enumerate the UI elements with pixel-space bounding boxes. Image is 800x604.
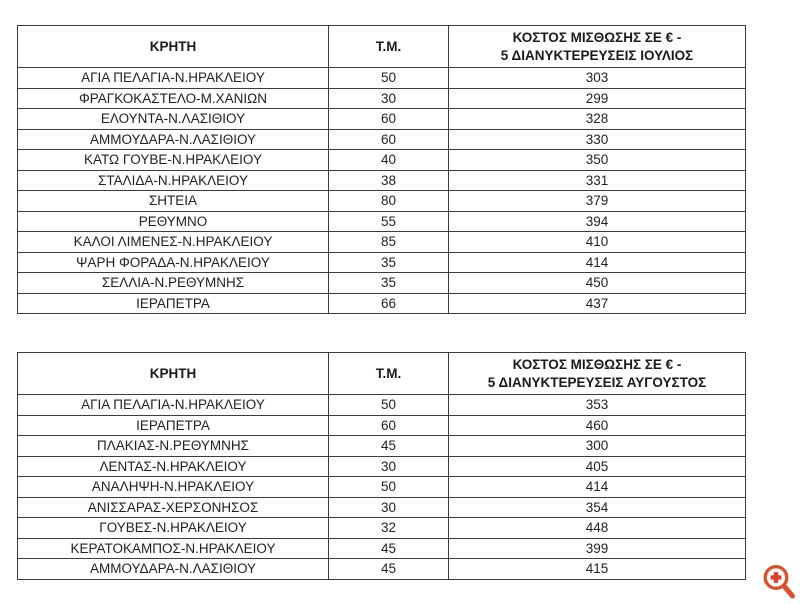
cost-cell: 328 bbox=[449, 109, 746, 130]
sqm-cell: 45 bbox=[329, 559, 449, 580]
column-header-sqm: Τ.Μ. bbox=[329, 353, 449, 395]
cost-cell: 450 bbox=[449, 273, 746, 294]
table-row bbox=[18, 109, 746, 130]
table-row bbox=[18, 395, 746, 416]
location-cell: ΣΕΛΛΙΑ-Ν.ΡΕΘΥΜΝΗΣ bbox=[18, 273, 329, 294]
cost-cell: 330 bbox=[449, 129, 746, 150]
column-header-cost bbox=[449, 26, 746, 68]
table-row bbox=[18, 150, 746, 171]
sqm-cell: 45 bbox=[329, 538, 449, 559]
cost-cell: 414 bbox=[449, 252, 746, 273]
column-header-sqm: Τ.Μ. bbox=[329, 26, 449, 68]
sqm-cell: 38 bbox=[329, 170, 449, 191]
location-cell: ΨΑΡΗ ΦΟΡΑΔΑ-Ν.ΗΡΑΚΛΕΙΟΥ bbox=[18, 252, 329, 273]
magnifier-plus-glyph bbox=[760, 561, 798, 602]
sqm-cell: 60 bbox=[329, 109, 449, 130]
table-row bbox=[18, 538, 746, 559]
location-cell: ΣΗΤΕΙΑ bbox=[18, 191, 329, 212]
column-header-location: ΚΡΗΤΗ bbox=[18, 353, 329, 395]
sqm-cell: 60 bbox=[329, 415, 449, 436]
column-header-cost-line2: 5 ΔΙΑΝΥΚΤΕΡΕΥΣΕΙΣ ΙΟΥΛΙΟΣ bbox=[500, 47, 694, 63]
sqm-cell: 40 bbox=[329, 150, 449, 171]
location-cell: ΣΤΑΛΙΔΑ-Ν.ΗΡΑΚΛΕΙΟΥ bbox=[18, 170, 329, 191]
location-cell: ΠΛΑΚΙΑΣ-Ν.ΡΕΘΥΜΝΗΣ bbox=[18, 436, 329, 457]
table-row bbox=[18, 518, 746, 539]
location-cell: ΑΝΑΛΗΨΗ-Ν.ΗΡΑΚΛΕΙΟΥ bbox=[18, 477, 329, 498]
sqm-cell: 30 bbox=[329, 88, 449, 109]
table-row bbox=[18, 170, 746, 191]
cost-cell: 415 bbox=[449, 559, 746, 580]
header-row bbox=[18, 353, 746, 395]
sqm-cell: 45 bbox=[329, 436, 449, 457]
cost-cell: 350 bbox=[449, 150, 746, 171]
sqm-cell: 66 bbox=[329, 293, 449, 314]
table-row bbox=[18, 456, 746, 477]
sqm-cell: 30 bbox=[329, 497, 449, 518]
table-row bbox=[18, 273, 746, 294]
cost-cell: 303 bbox=[449, 68, 746, 89]
header-row bbox=[18, 26, 746, 68]
zoom-in-icon[interactable] bbox=[760, 561, 798, 602]
location-cell: ΚΕΡΑΤΟΚΑΜΠΟΣ-Ν.ΗΡΑΚΛΕΙΟΥ bbox=[18, 538, 329, 559]
table-row bbox=[18, 477, 746, 498]
location-cell: ΑΜΜΟΥΔΑΡΑ-Ν.ΛΑΣΙΘΙΟΥ bbox=[18, 129, 329, 150]
sqm-cell: 55 bbox=[329, 211, 449, 232]
table-row bbox=[18, 559, 746, 580]
table-row bbox=[18, 252, 746, 273]
july-rental-table bbox=[17, 25, 746, 314]
location-cell: ΦΡΑΓΚΟΚΑΣΤΕΛΟ-Μ.ΧΑΝΙΩΝ bbox=[18, 88, 329, 109]
location-cell: ΕΛΟΥΝΤΑ-Ν.ΛΑΣΙΘΙΟΥ bbox=[18, 109, 329, 130]
column-header-location: ΚΡΗΤΗ bbox=[18, 26, 329, 68]
location-cell: ΑΓΙΑ ΠΕΛΑΓΙΑ-Ν.ΗΡΑΚΛΕΙΟΥ bbox=[18, 68, 329, 89]
august-rental-table bbox=[17, 352, 746, 580]
cost-cell: 299 bbox=[449, 88, 746, 109]
cost-cell: 331 bbox=[449, 170, 746, 191]
cost-cell: 460 bbox=[449, 415, 746, 436]
location-cell: ΑΓΙΑ ΠΕΛΑΓΙΑ-Ν.ΗΡΑΚΛΕΙΟΥ bbox=[18, 395, 329, 416]
cost-cell: 414 bbox=[449, 477, 746, 498]
cost-cell: 394 bbox=[449, 211, 746, 232]
sqm-cell: 50 bbox=[329, 395, 449, 416]
sqm-cell: 60 bbox=[329, 129, 449, 150]
cost-cell: 410 bbox=[449, 232, 746, 253]
cost-cell: 405 bbox=[449, 456, 746, 477]
cost-cell: 399 bbox=[449, 538, 746, 559]
cost-cell: 448 bbox=[449, 518, 746, 539]
sqm-cell: 80 bbox=[329, 191, 449, 212]
location-cell: ΑΝΙΣΣΑΡΑΣ-ΧΕΡΣΟΝΗΣΟΣ bbox=[18, 497, 329, 518]
sqm-cell: 35 bbox=[329, 252, 449, 273]
table-row bbox=[18, 293, 746, 314]
table-row bbox=[18, 415, 746, 436]
cost-cell: 354 bbox=[449, 497, 746, 518]
sqm-cell: 50 bbox=[329, 68, 449, 89]
column-header-cost bbox=[449, 353, 746, 395]
cost-cell: 379 bbox=[449, 191, 746, 212]
table-row bbox=[18, 88, 746, 109]
location-cell: ΑΜΜΟΥΔΑΡΑ-Ν.ΛΑΣΙΘΙΟΥ bbox=[18, 559, 329, 580]
location-cell: ΡΕΘΥΜΝΟ bbox=[18, 211, 329, 232]
column-header-cost-line2: 5 ΔΙΑΝΥΚΤΕΡΕΥΣΕΙΣ ΑΥΓΟΥΣΤΟΣ bbox=[487, 374, 707, 390]
sqm-cell: 30 bbox=[329, 456, 449, 477]
location-cell: ΛΕΝΤΑΣ-Ν.ΗΡΑΚΛΕΙΟΥ bbox=[18, 456, 329, 477]
table-row bbox=[18, 436, 746, 457]
location-cell: ΓΟΥΒΕΣ-Ν.ΗΡΑΚΛΕΙΟΥ bbox=[18, 518, 329, 539]
table-row bbox=[18, 191, 746, 212]
cost-cell: 353 bbox=[449, 395, 746, 416]
location-cell: ΙΕΡΑΠΕΤΡΑ bbox=[18, 415, 329, 436]
cost-cell: 300 bbox=[449, 436, 746, 457]
location-cell: ΚΑΛΟΙ ΛΙΜΕΝΕΣ-Ν.ΗΡΑΚΛΕΙΟΥ bbox=[18, 232, 329, 253]
table-row bbox=[18, 129, 746, 150]
column-header-cost-line1: ΚΟΣΤΟΣ ΜΙΣΘΩΣΗΣ ΣΕ € - bbox=[512, 29, 682, 45]
sqm-cell: 85 bbox=[329, 232, 449, 253]
sqm-cell: 50 bbox=[329, 477, 449, 498]
table-row bbox=[18, 232, 746, 253]
sqm-cell: 32 bbox=[329, 518, 449, 539]
location-cell: ΙΕΡΑΠΕΤΡΑ bbox=[18, 293, 329, 314]
table-row bbox=[18, 497, 746, 518]
location-cell: ΚΑΤΩ ΓΟΥΒΕ-Ν.ΗΡΑΚΛΕΙΟΥ bbox=[18, 150, 329, 171]
column-header-cost-line1: ΚΟΣΤΟΣ ΜΙΣΘΩΣΗΣ ΣΕ € - bbox=[512, 356, 682, 372]
table-row bbox=[18, 68, 746, 89]
cost-cell: 437 bbox=[449, 293, 746, 314]
table-row bbox=[18, 211, 746, 232]
sqm-cell: 35 bbox=[329, 273, 449, 294]
